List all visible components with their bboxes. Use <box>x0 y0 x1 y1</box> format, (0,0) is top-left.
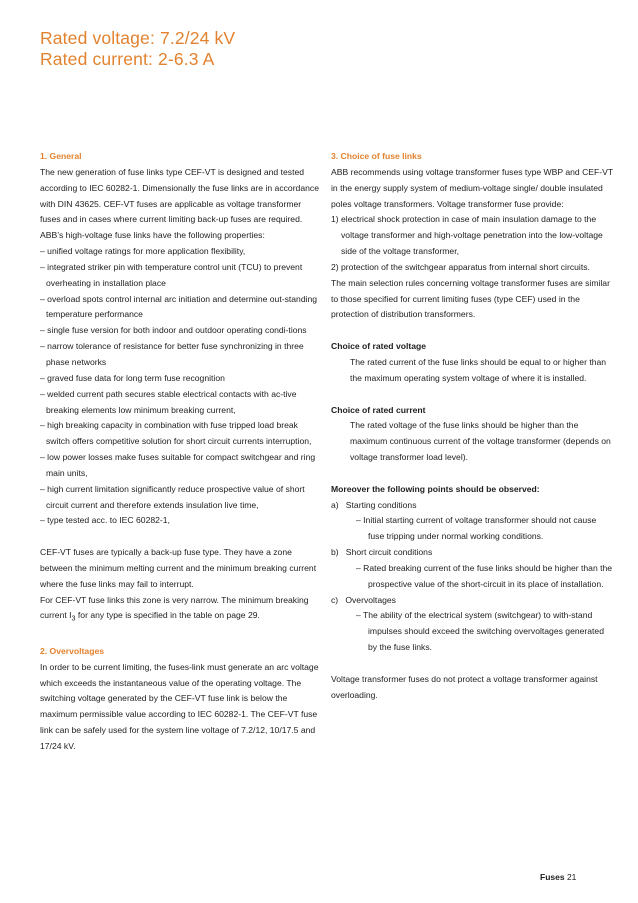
list-item: – single fuse version for both indoor and outdoor operating condi-tions <box>40 325 307 336</box>
left-column <box>40 149 323 755</box>
list-item: – graved fuse data for long term fuse recognition <box>40 372 225 383</box>
section-overvoltages-heading: 2. Overvoltages <box>40 645 105 656</box>
footer-section: Fuses <box>540 872 565 882</box>
page-number: 21 <box>566 872 577 882</box>
subscript-3: 3 <box>71 615 76 624</box>
overvoltages-text: In order to be current limiting, the fuses-link must generate an arc voltage which exceeds the instantaneous value of the operating voltage. The switching voltage generated by the CEF-VT fuse link is below the maximum permissible value according to IEC 60282-1. The CEF-VT fuse link can be safely used for the system line voltage of 7.2/12, 10/17.5 and 17/24 kV. <box>40 661 319 751</box>
rated-current-heading: Choice of rated current <box>331 404 426 415</box>
header-rated-voltage: Rated voltage: 7.2/24 kV <box>40 28 236 48</box>
observation-detail: – Rated breaking current of the fuse links should be higher than the prospective value of the short-circuit in its place of installation. <box>356 562 613 589</box>
observation-detail: – Initial starting current of voltage transformer should not cause fuse tripping under normal working conditions. <box>356 515 597 542</box>
list-item: – integrated striker pin with temperature control unit (TCU) to prevent overheating in installation place <box>40 261 303 288</box>
rated-current-text: The rated voltage of the fuse links should be higher than the maximum continuous current of the voltage transformer (depends on voltage transformer load level). <box>350 420 611 463</box>
rated-voltage-heading: Choice of rated voltage <box>331 341 427 352</box>
section-general-heading: 1. General <box>40 151 82 161</box>
right-column <box>331 149 614 704</box>
page-header <box>40 28 235 70</box>
list-item: – type tested acc. to IEC 60282-1, <box>40 515 170 526</box>
observation-label: a) Starting conditions <box>331 499 417 510</box>
list-item: 1) electrical shock protection in case of main insulation damage to the voltage transformer and high-voltage penetration into the low-voltage side of the voltage transformer, <box>331 214 603 257</box>
breaking-current-paragraph: For CEF-VT fuse links this zone is very narrow. The minimum breaking current $I_3$ for any type is specified in the table on page 29. <box>40 594 309 624</box>
list-item: – low power losses make fuses suitable for compact switchgear and ring main units, <box>40 452 316 478</box>
list-item: – narrow tolerance of resistance for better fuse synchronizing in three phase networks <box>40 341 304 367</box>
list-item: – high breaking capacity in combination with fuse tripped load break switch offers competitive solution for short circuit currents interruption, <box>40 420 312 447</box>
observation-label: b) Short circuit conditions <box>331 547 433 558</box>
list-item: – overload spots control internal arc initiation and determine out-standing temperature performance <box>40 293 318 320</box>
section-choice-heading: 3. Choice of fuse links <box>331 151 422 161</box>
general-intro: The new generation of fuse links type CEF-VT is designed and tested according to IEC 60282-1. Dimensionally the fuse links are in accordance with DIN 43625. CEF-VT fuses are applicable as voltage transformer fuses and in cases where current limiting back-up fuses are required. ABB’s high-voltage fuse links have the following properties: <box>40 166 319 241</box>
header-rated-current: Rated current: 2-6.3 A <box>40 49 215 69</box>
list-item: – welded current path secures stable electrical contacts with ac-tive breaking elements low minimum breaking current, <box>40 388 297 415</box>
observation-label: c) Overvoltages <box>331 594 396 605</box>
properties-list <box>40 244 323 529</box>
backup-fuse-paragraph: CEF-VT fuses are typically a back-up fuse type. They have a zone between the minimum melting current and the minimum breaking current where the fuse links may fail to interrupt. <box>40 547 317 589</box>
list-item: 2) protection of the switchgear apparatus from internal short circuits. <box>331 261 590 272</box>
choice-intro: ABB recommends using voltage transformer fuses type WBP and CEF-VT in the energy supply system of medium-voltage single/ double insulated poles voltage transformers. Voltage transformer fuse provide: <box>331 166 613 209</box>
observations-heading: Moreover the following points should be observed: <box>331 483 540 494</box>
page-footer <box>540 872 576 882</box>
selection-rules-paragraph: The main selection rules concerning voltage transformer fuses are similar to those specified for current limiting fuses (type CEF) used in the protection of distribution transformers. <box>331 277 610 320</box>
list-item: – high current limitation significantly reduce prospective value of short circuit current and therefore extends insulation live time, <box>40 483 305 510</box>
observation-detail: – The ability of the electrical system (switchgear) to with-stand impulses should exceed the switching overvoltages generated by the fuse links. <box>356 610 604 653</box>
overloading-note: Voltage transformer fuses do not protect a voltage transformer against overloading. <box>331 673 598 700</box>
rated-voltage-text: The rated current of the fuse links should be equal to or higher than the maximum operating system voltage of where it is installed. <box>350 356 607 383</box>
list-item: – unified voltage ratings for more application flexibility, <box>40 246 246 257</box>
